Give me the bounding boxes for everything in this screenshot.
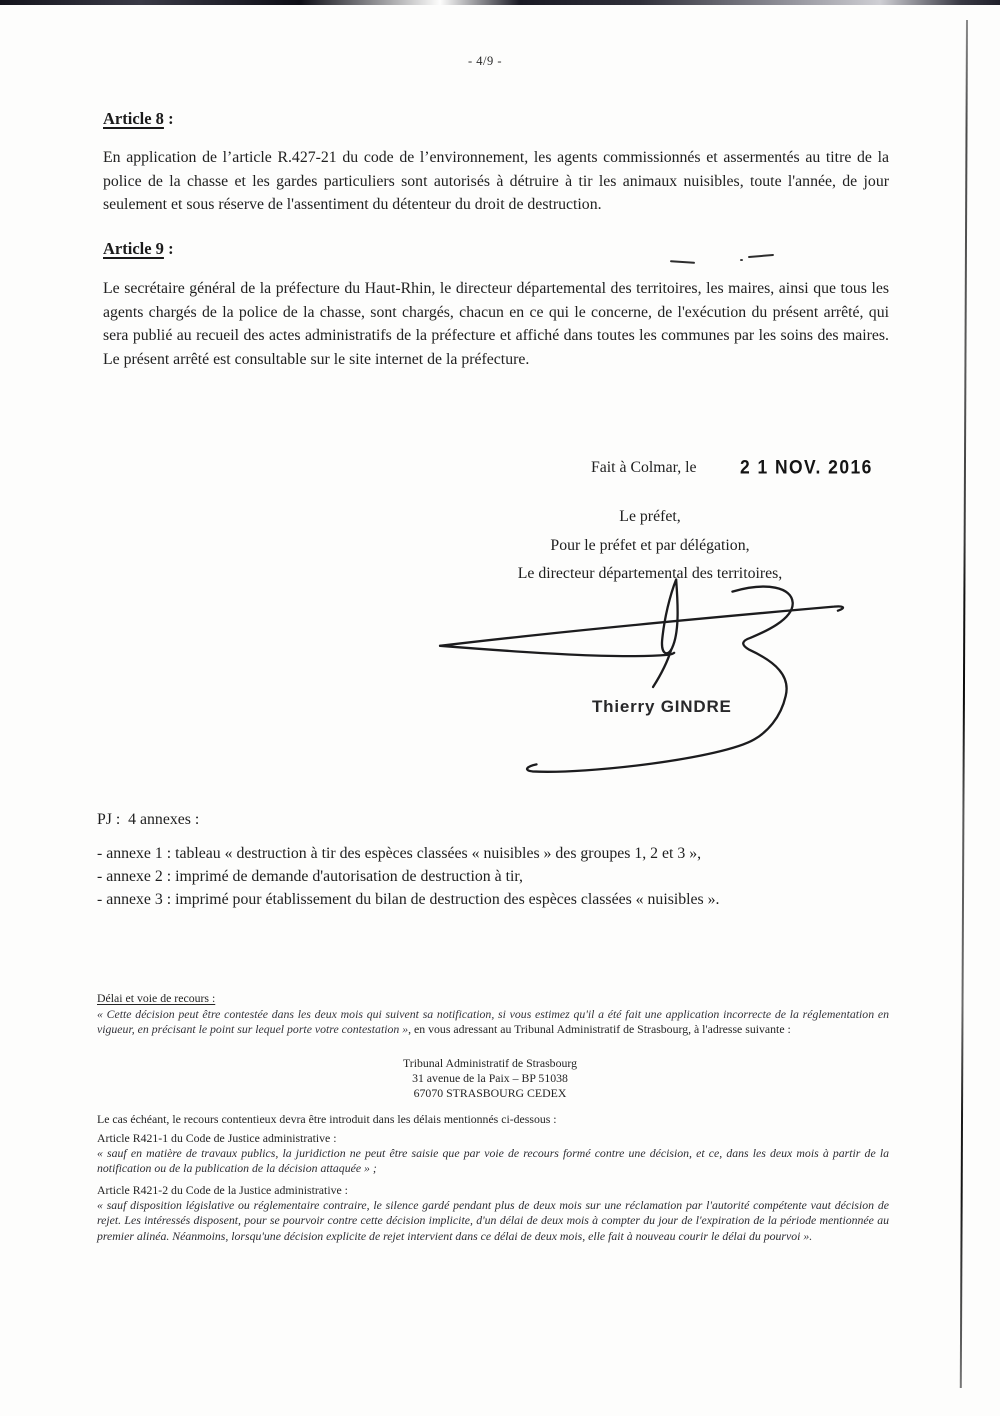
signature-strokes: [428, 576, 860, 788]
article-8-colon: :: [163, 109, 174, 128]
annex-item-2: - annexe 2 : imprimé de demande d'autorisation de destruction à tir,: [97, 868, 523, 885]
annex-item-1: - annexe 1 : tableau « destruction à tir des espèces classées « nuisibles » des groupes 1, 2 et 3 »,: [97, 845, 702, 862]
signer-title-1: Le préfet,: [619, 508, 681, 525]
recours-intro-quote: « Cette décision peut être contestée dans les deux mois qui suivent sa notification, si vous estimez qu'il a été fait une application incorrecte de la réglementation en vigueur, en précisant le point sur lequel porte votre contestation »: [97, 1007, 889, 1037]
place-and-date-line: Fait à Colmar, le: [591, 459, 697, 476]
pen-mark: [670, 260, 695, 264]
handwritten-signature: [428, 576, 860, 788]
article-9-label: Article 9: [103, 239, 164, 258]
scan-fold-line-artifact: [960, 20, 968, 1388]
tribunal-address-block: [250, 1056, 730, 1102]
signer-name-stamp: Thierry GINDRE: [592, 697, 732, 716]
annex-list: [97, 842, 897, 911]
annexes-intro: PJ : 4 annexes :: [97, 811, 200, 828]
pen-dot: [740, 259, 743, 261]
article-9-heading: [103, 239, 174, 259]
signer-title-2: Pour le préfet et par délégation,: [550, 536, 750, 554]
article-r421-2-heading: Article R421-2 du Code de la Justice administrative :: [97, 1183, 348, 1197]
tribunal-street: 31 avenue de la Paix – BP 51038: [412, 1071, 568, 1086]
recours-intro-rest: , en vous adressant au Tribunal Administratif de Strasbourg, à l'adresse suivante :: [408, 1022, 791, 1037]
article-9-body: Le secrétaire général de la préfecture du Haut-Rhin, le directeur départemental des territoires, les maires, ainsi que tous les agents chargés de la police de la chasse, sont chargés, chacun en ce qui le concerne, de l'exécution du présent arrêté, qui sera publié au recueil des actes administratifs de la préfecture et affiché dans toutes les communes par les soins des maires. Le présent arrêté est consultable sur le site internet de la préfecture.: [103, 280, 889, 368]
scan-edge-artifact: [0, 0, 1000, 5]
annex-item-3: - annexe 3 : imprimé pour établissement du bilan de destruction des espèces classées « nuisibles ».: [97, 891, 720, 908]
recours-heading: Délai et voie de recours :: [97, 991, 216, 1005]
article-r421-1-text: « sauf en matière de travaux publics, la juridiction ne peut être saisie que par voie de recours formé contre une décision, et ce, dans les deux mois à partir de la notification ou de la publication de la décision attaquée » ;: [97, 1146, 889, 1176]
page-number: - 4/9 -: [467, 54, 503, 68]
recours-case-line: Le cas échéant, le recours contentieux devra être introduit dans les délais mentionnés ci-dessous :: [97, 1112, 557, 1126]
article-9-colon: :: [163, 239, 174, 258]
article-8-heading: [103, 109, 174, 129]
date-stamp: 2 1 NOV. 2016: [740, 456, 873, 478]
article-r421-2-text: « sauf disposition législative ou réglementaire contraire, le silence gardé pendant plus de deux mois sur une réclamation par l'autorité compétente vaut décision de rejet. Les intéressés disposent, pour se pourvoir contre cette décision implicite, d'un délai de deux mois à compter du jour de l'expiration de la période mentionnée au premier alinéa. Néanmoins, lorsqu'une décision explicite de rejet intervient dans ce délai de deux mois, elle fait à nouveau courir le délai du pourvoi ».: [97, 1198, 889, 1243]
pen-mark: [748, 254, 774, 258]
article-r421-1-heading: Article R421-1 du Code de Justice administrative :: [97, 1131, 337, 1145]
tribunal-city: 67070 STRASBOURG CEDEX: [413, 1086, 567, 1101]
recours-intro: [97, 1007, 889, 1038]
tribunal-name: Tribunal Administratif de Strasbourg: [402, 1056, 577, 1070]
signer-title-3: Le directeur départemental des territoires,: [517, 565, 783, 582]
article-8-body: En application de l’article R.427-21 du code de l’environnement, les agents commissionnés et assermentés au titre de la police de la chasse et les gardes particuliers sont autorisés à détruire à tir les animaux nuisibles, toute l'année, de jour seulement et sous réserve de l'assentiment du détenteur du droit de destruction.: [103, 149, 889, 213]
article-8-label: Article 8: [103, 109, 164, 128]
